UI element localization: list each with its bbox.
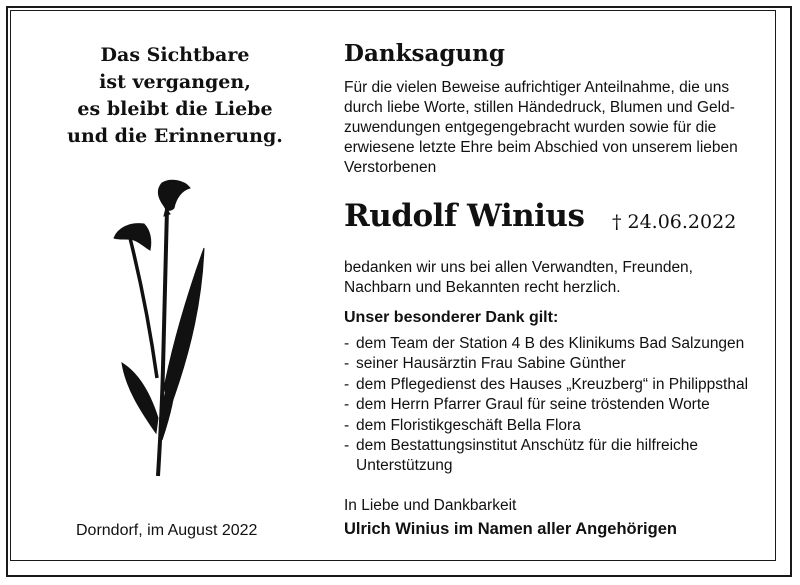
list-item-text: seiner Hausärztin Frau Sabine Günther (356, 355, 626, 373)
list-item (344, 456, 764, 476)
list-item (344, 436, 764, 456)
special-thanks-list (344, 334, 764, 477)
list-dash: - (344, 355, 350, 373)
list-dash: - (344, 375, 350, 393)
place-date: Dorndorf, im August 2022 (76, 522, 258, 539)
quote-line: Das Sichtbare (100, 44, 250, 66)
list-dash: - (344, 335, 350, 352)
death-date-value: 24.06.2022 (627, 211, 737, 233)
intro-line: erwiesene letzte Ehre beim Abschied von unserem lieben (344, 139, 738, 156)
quote-line: es bleibt die Liebe (77, 98, 273, 120)
signer-line: Ulrich Winius im Namen aller Angehörigen (344, 520, 677, 538)
intro-line: Verstorbenen (344, 159, 437, 176)
intro-paragraph (344, 78, 764, 178)
quote-line: und die Erinnerung. (67, 125, 283, 147)
thanks-paragraph (344, 258, 764, 298)
list-item (344, 375, 764, 395)
list-item (344, 334, 764, 354)
intro-line: Für die vielen Beweise aufrichtiger Anteilnahme, die uns (344, 79, 730, 96)
list-item-text: dem Herrn Pfarrer Graul für seine tröstenden Worte (356, 396, 710, 414)
closing-line: In Liebe und Dankbarkeit (344, 497, 517, 514)
quote-line: ist vergangen, (99, 71, 251, 93)
list-dash: - (344, 437, 350, 455)
deceased-name: Rudolf Winius (344, 198, 585, 234)
list-item-text: dem Team der Station 4 B des Klinikums Bad Salzungen (356, 335, 745, 352)
intro-line: zuwendungen entgegengebracht wurden sowie für die (344, 119, 717, 136)
list-item-text: dem Pflegedienst des Hauses „Kreuzberg“ in Philippsthal (356, 375, 749, 393)
cross-icon: † (612, 211, 622, 233)
list-item-text: dem Bestattungsinstitut Anschütz für die hilfreiche (356, 437, 699, 455)
calla-lily-icon (100, 178, 220, 478)
special-thanks-heading: Unser besonderer Dank gilt: (344, 309, 559, 326)
page-title: Danksagung (344, 40, 505, 67)
memorial-quote (40, 42, 310, 150)
list-item-text: Unterstützung (356, 457, 453, 475)
list-item (344, 354, 764, 374)
intro-line: durch liebe Worte, stillen Händedruck, Blumen und Geld- (344, 99, 735, 116)
list-item (344, 416, 764, 436)
thanks-line: Nachbarn und Bekannten recht herzlich. (344, 279, 621, 296)
list-dash: - (344, 396, 350, 414)
death-date (612, 211, 736, 233)
list-item-text: dem Floristikgeschäft Bella Flora (356, 416, 581, 434)
list-dash: - (344, 416, 350, 434)
list-item (344, 395, 764, 415)
thanks-line: bedanken wir uns bei allen Verwandten, Freunden, (344, 259, 693, 276)
